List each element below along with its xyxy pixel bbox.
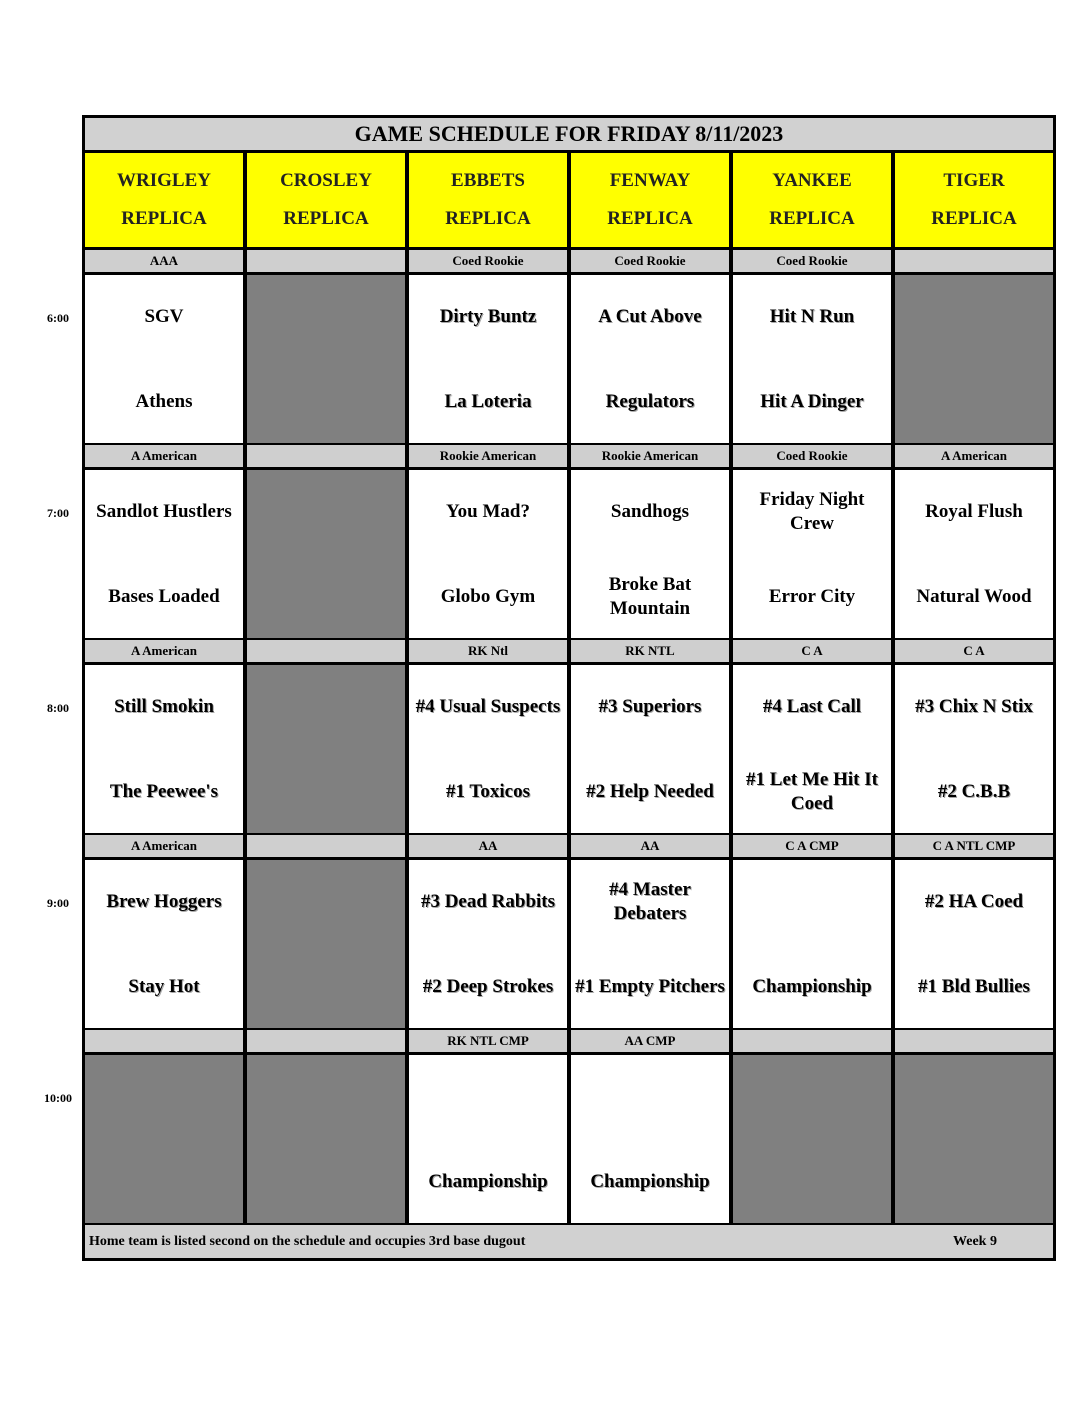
division-label: C A — [895, 640, 1053, 662]
unavailable-slot — [247, 665, 405, 833]
home-team: #1 Toxicos — [446, 781, 530, 802]
division-label: RK NTL — [571, 640, 729, 662]
away-team: Hit N Run — [769, 306, 855, 327]
field-subtitle: REPLICA — [283, 208, 369, 229]
home-team: Stay Hot — [128, 976, 200, 997]
away-team — [409, 1069, 567, 1125]
division-label — [247, 250, 405, 272]
home-team: La Loteria — [444, 391, 532, 412]
field-name: CROSLEY — [280, 170, 372, 191]
unavailable-slot — [247, 1055, 405, 1223]
time-label: 6:00 — [47, 311, 69, 325]
game-cell — [571, 1055, 729, 1223]
division-label: A American — [85, 835, 243, 857]
division-label — [895, 250, 1053, 272]
field-subtitle: REPLICA — [769, 208, 855, 229]
home-team: Globo Gym — [440, 586, 536, 607]
home-team: Athens — [135, 391, 193, 412]
home-team: #2 Help Needed — [586, 781, 714, 802]
unavailable-slot — [895, 1055, 1053, 1223]
game-cell — [895, 665, 1053, 833]
schedule-table — [82, 115, 1056, 1261]
game-cell — [571, 470, 729, 638]
division-label: AA CMP — [571, 1030, 729, 1052]
home-team: Championship — [590, 1171, 710, 1192]
unavailable-slot — [247, 860, 405, 1028]
division-label — [895, 1030, 1053, 1052]
home-team: Broke Bat Mountain — [608, 574, 692, 619]
division-label: C A — [733, 640, 891, 662]
game-cell — [895, 860, 1053, 1028]
field-header-tiger — [895, 153, 1053, 247]
division-label: Coed Rookie — [733, 250, 891, 272]
away-team: #3 Chix N Stix — [915, 696, 1033, 717]
time-label: 9:00 — [47, 896, 69, 910]
game-cell — [85, 275, 243, 443]
division-label — [85, 1030, 243, 1052]
game-cell — [733, 470, 891, 638]
division-label — [247, 445, 405, 467]
field-subtitle: REPLICA — [931, 208, 1017, 229]
division-label: Coed Rookie — [409, 250, 567, 272]
home-team: Natural Wood — [916, 586, 1032, 607]
game-cell — [571, 860, 729, 1028]
unavailable-slot — [247, 470, 405, 638]
footer-bar — [85, 1225, 1053, 1258]
game-cell — [85, 470, 243, 638]
division-label: RK NTL CMP — [409, 1030, 567, 1052]
unavailable-slot — [895, 275, 1053, 443]
home-team: #1 Let Me Hit It Coed — [746, 769, 878, 814]
home-team: #1 Bld Bullies — [918, 976, 1030, 997]
division-label: A American — [85, 640, 243, 662]
field-header-yankee — [733, 153, 891, 247]
home-team: Error City — [768, 586, 856, 607]
schedule-title: GAME SCHEDULE FOR FRIDAY 8/11/2023 — [85, 118, 1053, 150]
week-label: Week 9 — [953, 1233, 997, 1249]
game-cell — [571, 665, 729, 833]
away-team: Royal Flush — [925, 501, 1023, 522]
home-team: Regulators — [605, 391, 695, 412]
field-header-wrigley — [85, 153, 243, 247]
division-label: AA — [571, 835, 729, 857]
time-label: 7:00 — [47, 506, 69, 520]
division-label — [247, 640, 405, 662]
home-team: The Peewee's — [109, 781, 219, 802]
home-team: #1 Empty Pitchers — [575, 976, 725, 997]
away-team: You Mad? — [446, 501, 530, 522]
game-cell — [409, 470, 567, 638]
away-team: Dirty Buntz — [439, 306, 537, 327]
field-name: YANKEE — [772, 170, 852, 191]
time-label: 8:00 — [47, 701, 69, 715]
field-header-fenway — [571, 153, 729, 247]
division-label: Coed Rookie — [571, 250, 729, 272]
game-cell — [733, 860, 891, 1028]
away-team: A Cut Above — [598, 306, 702, 327]
away-team: Sandlot Hustlers — [96, 501, 232, 522]
away-team: #2 HA Coed — [924, 891, 1024, 912]
division-label: Rookie American — [571, 445, 729, 467]
game-cell — [409, 860, 567, 1028]
division-label: AA — [409, 835, 567, 857]
away-team: #4 Last Call — [762, 696, 862, 717]
division-label: RK Ntl — [409, 640, 567, 662]
home-team: #2 C.B.B — [937, 781, 1011, 802]
away-team: #4 Master Debaters — [609, 879, 691, 924]
away-team: Friday Night Crew — [759, 489, 865, 534]
field-header-ebbets — [409, 153, 567, 247]
division-label — [247, 1030, 405, 1052]
away-team — [733, 874, 891, 930]
division-label — [733, 1030, 891, 1052]
field-subtitle: REPLICA — [445, 208, 531, 229]
footer-note: Home team is listed second on the schedule and occupies 3rd base dugout — [89, 1233, 526, 1249]
division-label: AAA — [85, 250, 243, 272]
game-cell — [733, 665, 891, 833]
game-cell — [409, 1055, 567, 1223]
division-label: A American — [85, 445, 243, 467]
game-cell — [733, 275, 891, 443]
field-name: EBBETS — [451, 170, 525, 191]
away-team: #3 Superiors — [598, 696, 702, 717]
unavailable-slot — [733, 1055, 891, 1223]
game-cell — [85, 860, 243, 1028]
field-name: WRIGLEY — [117, 170, 211, 191]
game-cell — [409, 275, 567, 443]
game-cell — [571, 275, 729, 443]
away-team: Still Smokin — [114, 696, 214, 717]
division-label: C A CMP — [733, 835, 891, 857]
game-cell — [85, 665, 243, 833]
home-team: Championship — [428, 1171, 548, 1192]
away-team: #3 Dead Rabbits — [420, 891, 556, 912]
away-team: #4 Usual Suspects — [415, 696, 561, 717]
away-team: Brew Hoggers — [106, 891, 222, 912]
field-name: FENWAY — [609, 170, 691, 191]
away-team: SGV — [144, 306, 184, 327]
division-label: C A NTL CMP — [895, 835, 1053, 857]
unavailable-slot — [85, 1055, 243, 1223]
game-cell — [409, 665, 567, 833]
division-label: Coed Rookie — [733, 445, 891, 467]
field-name: TIGER — [943, 170, 1005, 191]
division-label: Rookie American — [409, 445, 567, 467]
division-label — [247, 835, 405, 857]
away-team: Sandhogs — [610, 501, 690, 522]
home-team: Hit A Dinger — [760, 391, 864, 412]
game-cell — [895, 470, 1053, 638]
field-subtitle: REPLICA — [607, 208, 693, 229]
home-team: Championship — [752, 976, 872, 997]
away-team — [571, 1069, 729, 1125]
home-team: #2 Deep Strokes — [422, 976, 554, 997]
division-label: A American — [895, 445, 1053, 467]
field-header-crosley — [247, 153, 405, 247]
field-subtitle: REPLICA — [121, 208, 207, 229]
unavailable-slot — [247, 275, 405, 443]
home-team: Bases Loaded — [108, 586, 220, 607]
time-label: 10:00 — [44, 1091, 72, 1105]
